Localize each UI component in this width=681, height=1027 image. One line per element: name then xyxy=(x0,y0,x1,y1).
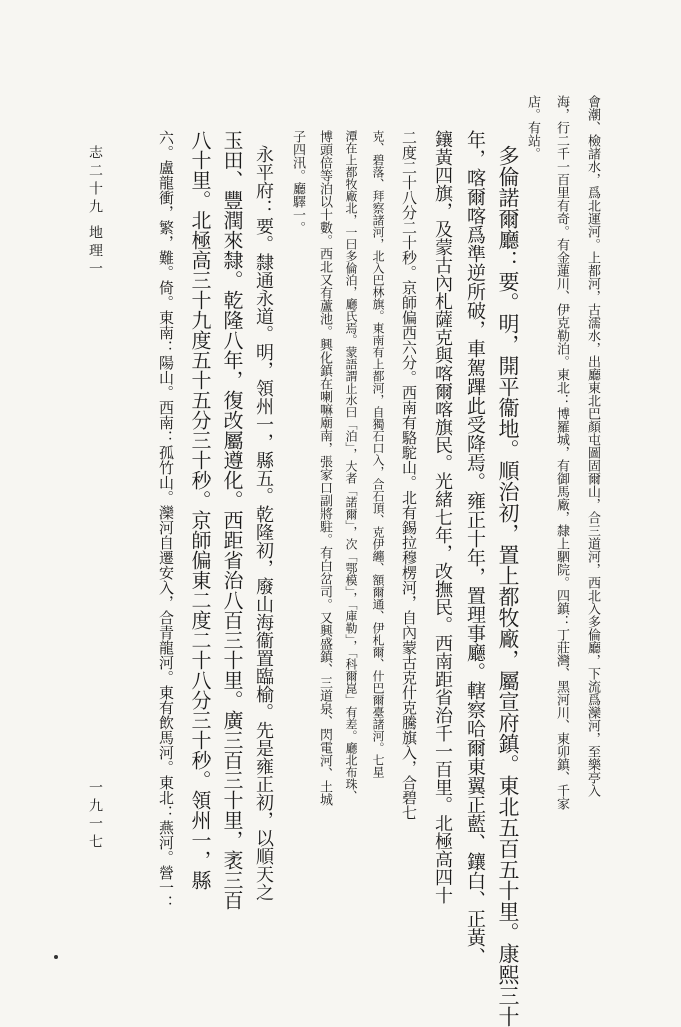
text-column-9: 潭在上都牧廠北，一曰多倫泊，廳氏焉。蒙語謂止水曰「泊」，大者「諾爾」，次「鄂模」，「庫勒」，「科爾崑」有差。廳北布珠、 xyxy=(344,130,358,802)
text-column-3: 店。有站。 xyxy=(525,95,540,160)
print-mark xyxy=(54,955,58,959)
text-column-2: 海，行二千一百里有奇。有金蓮川、伊克勒泊。東北：博羅城，有御馬廠，隸上駟院。四鎮：丁莊灣、黑河川、東卯鎮、千家 xyxy=(554,95,569,810)
text-column-5: 年，喀爾喀爲準逆所破，車駕蹕此受降焉。雍正十年，置理事廳。轄察哈爾東翼正藍、鑲白、正黃、 xyxy=(464,130,486,966)
text-column-6: 鑲黃四旗，及蒙古內札薩克與喀爾喀旗民。光緒七年，改撫民。西南距省治千一百里。北極高四十 xyxy=(432,130,453,904)
text-column-1: 會潮、檢諸水，爲北運河。上都河，古濡水，出廳東北巴顏屯圖固爾山，合三道河，西北入多倫廳，下流爲灤河，至樂亭入 xyxy=(585,95,600,797)
text-column-12: 永平府：要。隸通永道。明，領州一，縣五。乾隆初，廢山海衞置臨榆。先是雍正初，以順天之 xyxy=(253,145,274,901)
text-column-11: 子四汛。廳驛一。 xyxy=(290,130,305,234)
text-column-14: 八十里。北極高三十九度五十五分三十秒。京師偏東二度二十八分三十秒。領州一，縣 xyxy=(188,130,212,890)
text-column-4: 多倫諾爾廳：要。明，開平衞地。順治初，置上都牧廠，屬宣府鎮。東北五百五十里。康熙三十 xyxy=(496,145,520,1027)
footer-section-label: 志二十九 xyxy=(87,145,103,217)
footer-chapter-label: 地理一 xyxy=(87,225,103,279)
text-column-13: 玉田、豐潤來隸。乾隆八年，復改屬遵化。西距省治八百三十里。廣三百三十里，袤三百 xyxy=(220,130,244,910)
text-column-8: 克、碧落、拜察諸河，北入巴林旗。東南有上都河，自獨石口入，合石頂、克伊纏、額爾通、伊札爾、什巴爾臺諸河。七星 xyxy=(371,130,385,778)
footer-page-number: 一九一七 xyxy=(87,780,103,852)
text-column-15: 六。盧龍衝，繁，難。倚。東南：陽山。西南：孤竹山。灤河自遷安入，合青龍河。東有飲馬河。東北：燕河。營一： xyxy=(157,130,175,910)
text-column-7: 二度二十八分二十秒。京師偏西六分。西南有駱駝山。北有錫拉穆楞河，自內蒙古克什克騰旗入，合碧七 xyxy=(400,130,418,820)
text-column-10: 博頭倍等泊以十數。西北又有蘆池。興化鎮在喇嘛廟南，張家口副將駐。有白岔司。又興盛鎮、三道泉、閃電河、土城 xyxy=(317,130,332,806)
